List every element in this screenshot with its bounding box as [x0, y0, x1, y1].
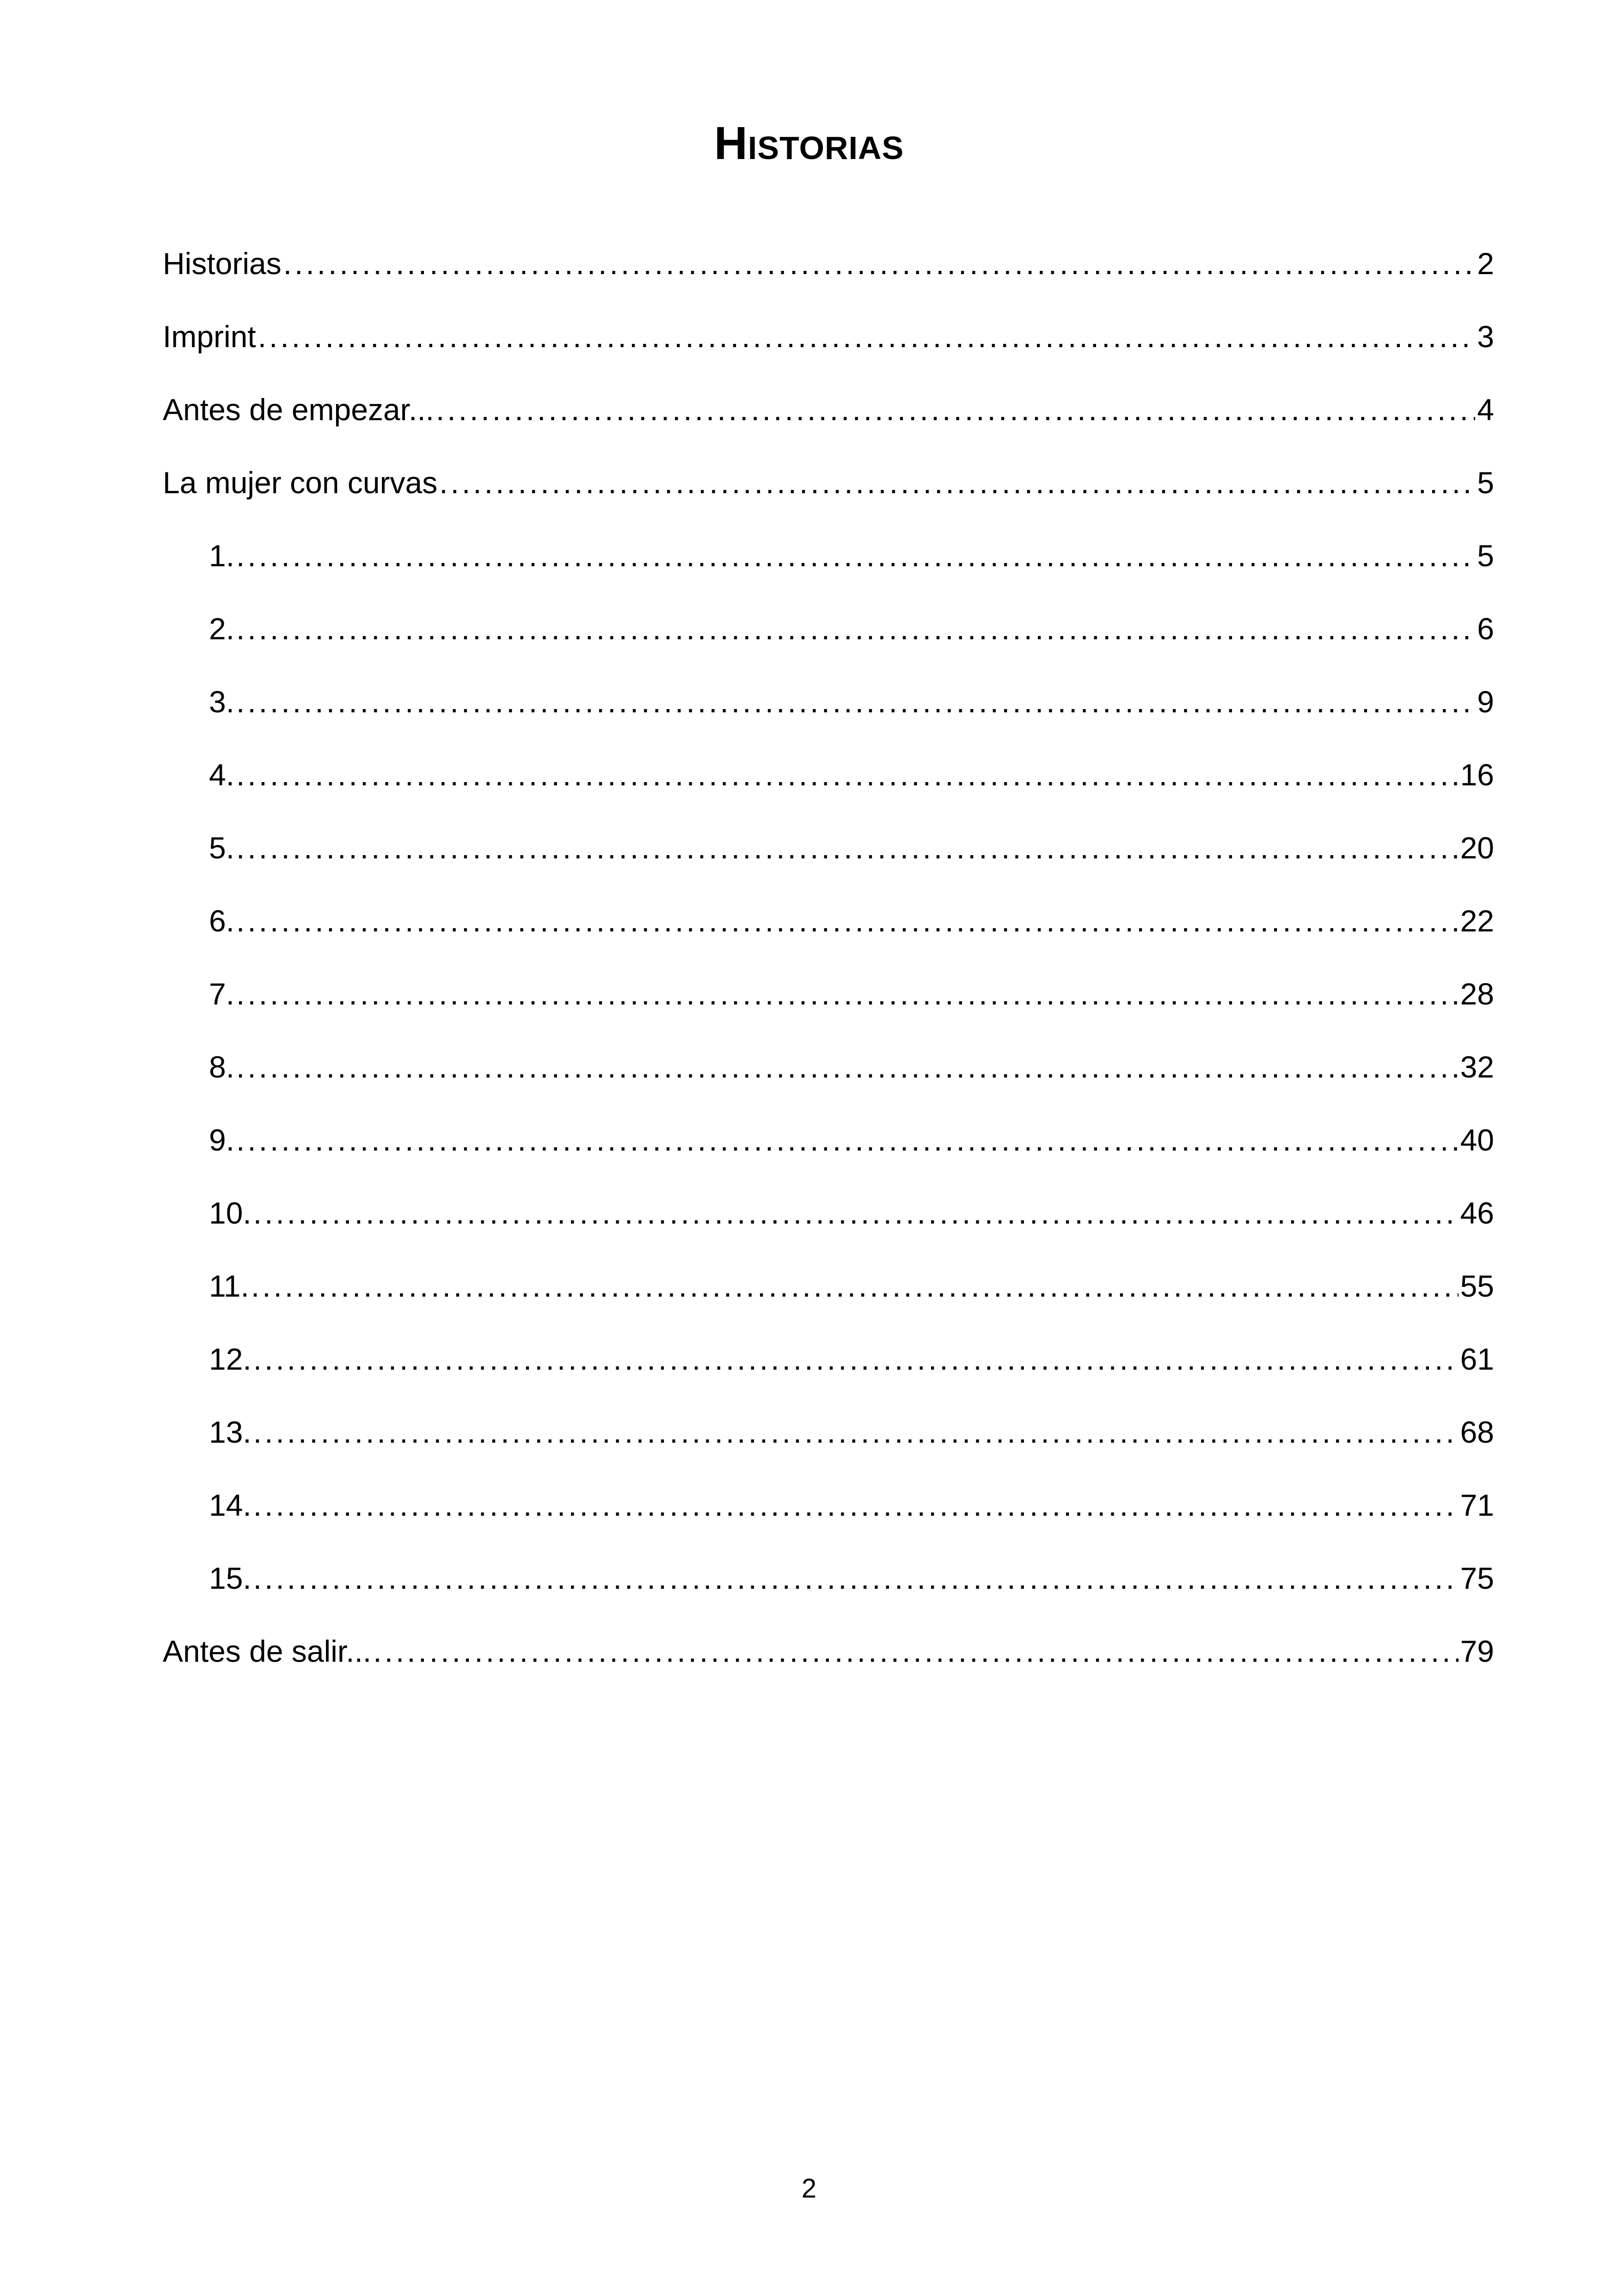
toc-entry-label: La mujer con curvas — [163, 465, 438, 500]
toc-entry-page: 40 — [1460, 1123, 1494, 1157]
toc-leader-dots — [236, 683, 1475, 720]
toc-entry-page: 79 — [1460, 1634, 1494, 1668]
toc-entry-label: Antes de salir... — [163, 1634, 372, 1668]
toc-leader-dots — [236, 975, 1459, 1012]
page-title: Historias — [714, 117, 904, 169]
toc-leader-dots — [436, 391, 1475, 428]
toc-entry-page: 16 — [1460, 758, 1494, 792]
toc-leader-dots — [236, 756, 1459, 793]
toc-entry-label: 8. — [209, 1050, 235, 1084]
toc-entry-chapter-4[interactable] — [163, 756, 1494, 829]
toc-entry-page: 71 — [1460, 1488, 1494, 1522]
toc-entry-antes-de-empezar[interactable] — [163, 391, 1494, 464]
toc-leader-dots — [236, 829, 1459, 866]
toc-entry-chapter-11[interactable] — [163, 1267, 1494, 1341]
table-of-contents — [163, 245, 1494, 1706]
toc-leader-dots — [236, 537, 1475, 574]
toc-leader-dots — [253, 1194, 1459, 1231]
toc-entry-label: 2. — [209, 612, 235, 646]
toc-entry-label: 14. — [209, 1488, 251, 1522]
toc-entry-label: 5. — [209, 831, 235, 865]
toc-leader-dots — [236, 902, 1459, 939]
toc-entry-label: 7. — [209, 977, 235, 1011]
toc-entry-page: 61 — [1460, 1342, 1494, 1376]
toc-entry-chapter-15[interactable] — [163, 1560, 1494, 1633]
toc-entry-label: 1. — [209, 539, 235, 573]
toc-leader-dots — [236, 1048, 1459, 1085]
toc-entry-imprint[interactable] — [163, 318, 1494, 391]
toc-entry-chapter-10[interactable] — [163, 1194, 1494, 1267]
toc-entry-historias[interactable] — [163, 245, 1494, 318]
toc-leader-dots — [251, 1267, 1459, 1304]
toc-entry-page: 5 — [1477, 465, 1494, 500]
toc-entry-page: 22 — [1460, 904, 1494, 938]
toc-entry-la-mujer-con-curvas[interactable] — [163, 464, 1494, 537]
toc-entry-chapter-6[interactable] — [163, 902, 1494, 975]
toc-entry-page: 68 — [1460, 1415, 1494, 1449]
toc-entry-chapter-1[interactable] — [163, 537, 1494, 610]
toc-entry-label: Antes de empezar... — [163, 392, 435, 427]
toc-entry-label: Historias — [163, 246, 282, 281]
toc-entry-chapter-3[interactable] — [163, 683, 1494, 756]
toc-entry-label: 9. — [209, 1123, 235, 1157]
toc-leader-dots — [236, 610, 1475, 647]
toc-entry-page: 32 — [1460, 1050, 1494, 1084]
toc-leader-dots — [253, 1414, 1459, 1451]
toc-leader-dots — [253, 1341, 1459, 1378]
toc-entry-page: 55 — [1460, 1269, 1494, 1303]
toc-leader-dots — [373, 1633, 1458, 1670]
page-number: 2 — [801, 2174, 817, 2204]
toc-entry-label: 11. — [209, 1269, 249, 1303]
toc-entry-page: 4 — [1477, 392, 1494, 427]
toc-entry-label: 10. — [209, 1196, 251, 1230]
toc-entry-page: 20 — [1460, 831, 1494, 865]
toc-entry-label: 15. — [209, 1561, 251, 1595]
toc-entry-page: 9 — [1477, 685, 1494, 719]
toc-entry-label: Imprint — [163, 319, 256, 354]
toc-entry-chapter-12[interactable] — [163, 1341, 1494, 1414]
toc-entry-chapter-13[interactable] — [163, 1414, 1494, 1487]
toc-leader-dots — [253, 1560, 1459, 1597]
toc-entry-chapter-9[interactable] — [163, 1121, 1494, 1194]
toc-entry-chapter-8[interactable] — [163, 1048, 1494, 1121]
toc-entry-chapter-7[interactable] — [163, 975, 1494, 1048]
toc-entry-page: 46 — [1460, 1196, 1494, 1230]
toc-entry-label: 12. — [209, 1342, 251, 1376]
toc-entry-page: 2 — [1477, 246, 1494, 281]
toc-leader-dots — [236, 1121, 1459, 1158]
toc-leader-dots — [283, 245, 1476, 282]
toc-leader-dots — [258, 318, 1476, 355]
toc-entry-page: 6 — [1477, 612, 1494, 646]
toc-entry-antes-de-salir[interactable] — [163, 1633, 1494, 1706]
toc-entry-page: 28 — [1460, 977, 1494, 1011]
toc-entry-label: 13. — [209, 1415, 251, 1449]
toc-entry-chapter-2[interactable] — [163, 610, 1494, 683]
toc-entry-chapter-14[interactable] — [163, 1487, 1494, 1560]
toc-entry-page: 3 — [1477, 319, 1494, 354]
toc-entry-label: 4. — [209, 758, 235, 792]
toc-entry-label: 6. — [209, 904, 235, 938]
toc-entry-page: 5 — [1477, 539, 1494, 573]
toc-entry-page: 75 — [1460, 1561, 1494, 1595]
toc-leader-dots — [439, 464, 1475, 501]
toc-entry-chapter-5[interactable] — [163, 829, 1494, 902]
toc-leader-dots — [253, 1487, 1459, 1524]
toc-entry-label: 3. — [209, 685, 235, 719]
